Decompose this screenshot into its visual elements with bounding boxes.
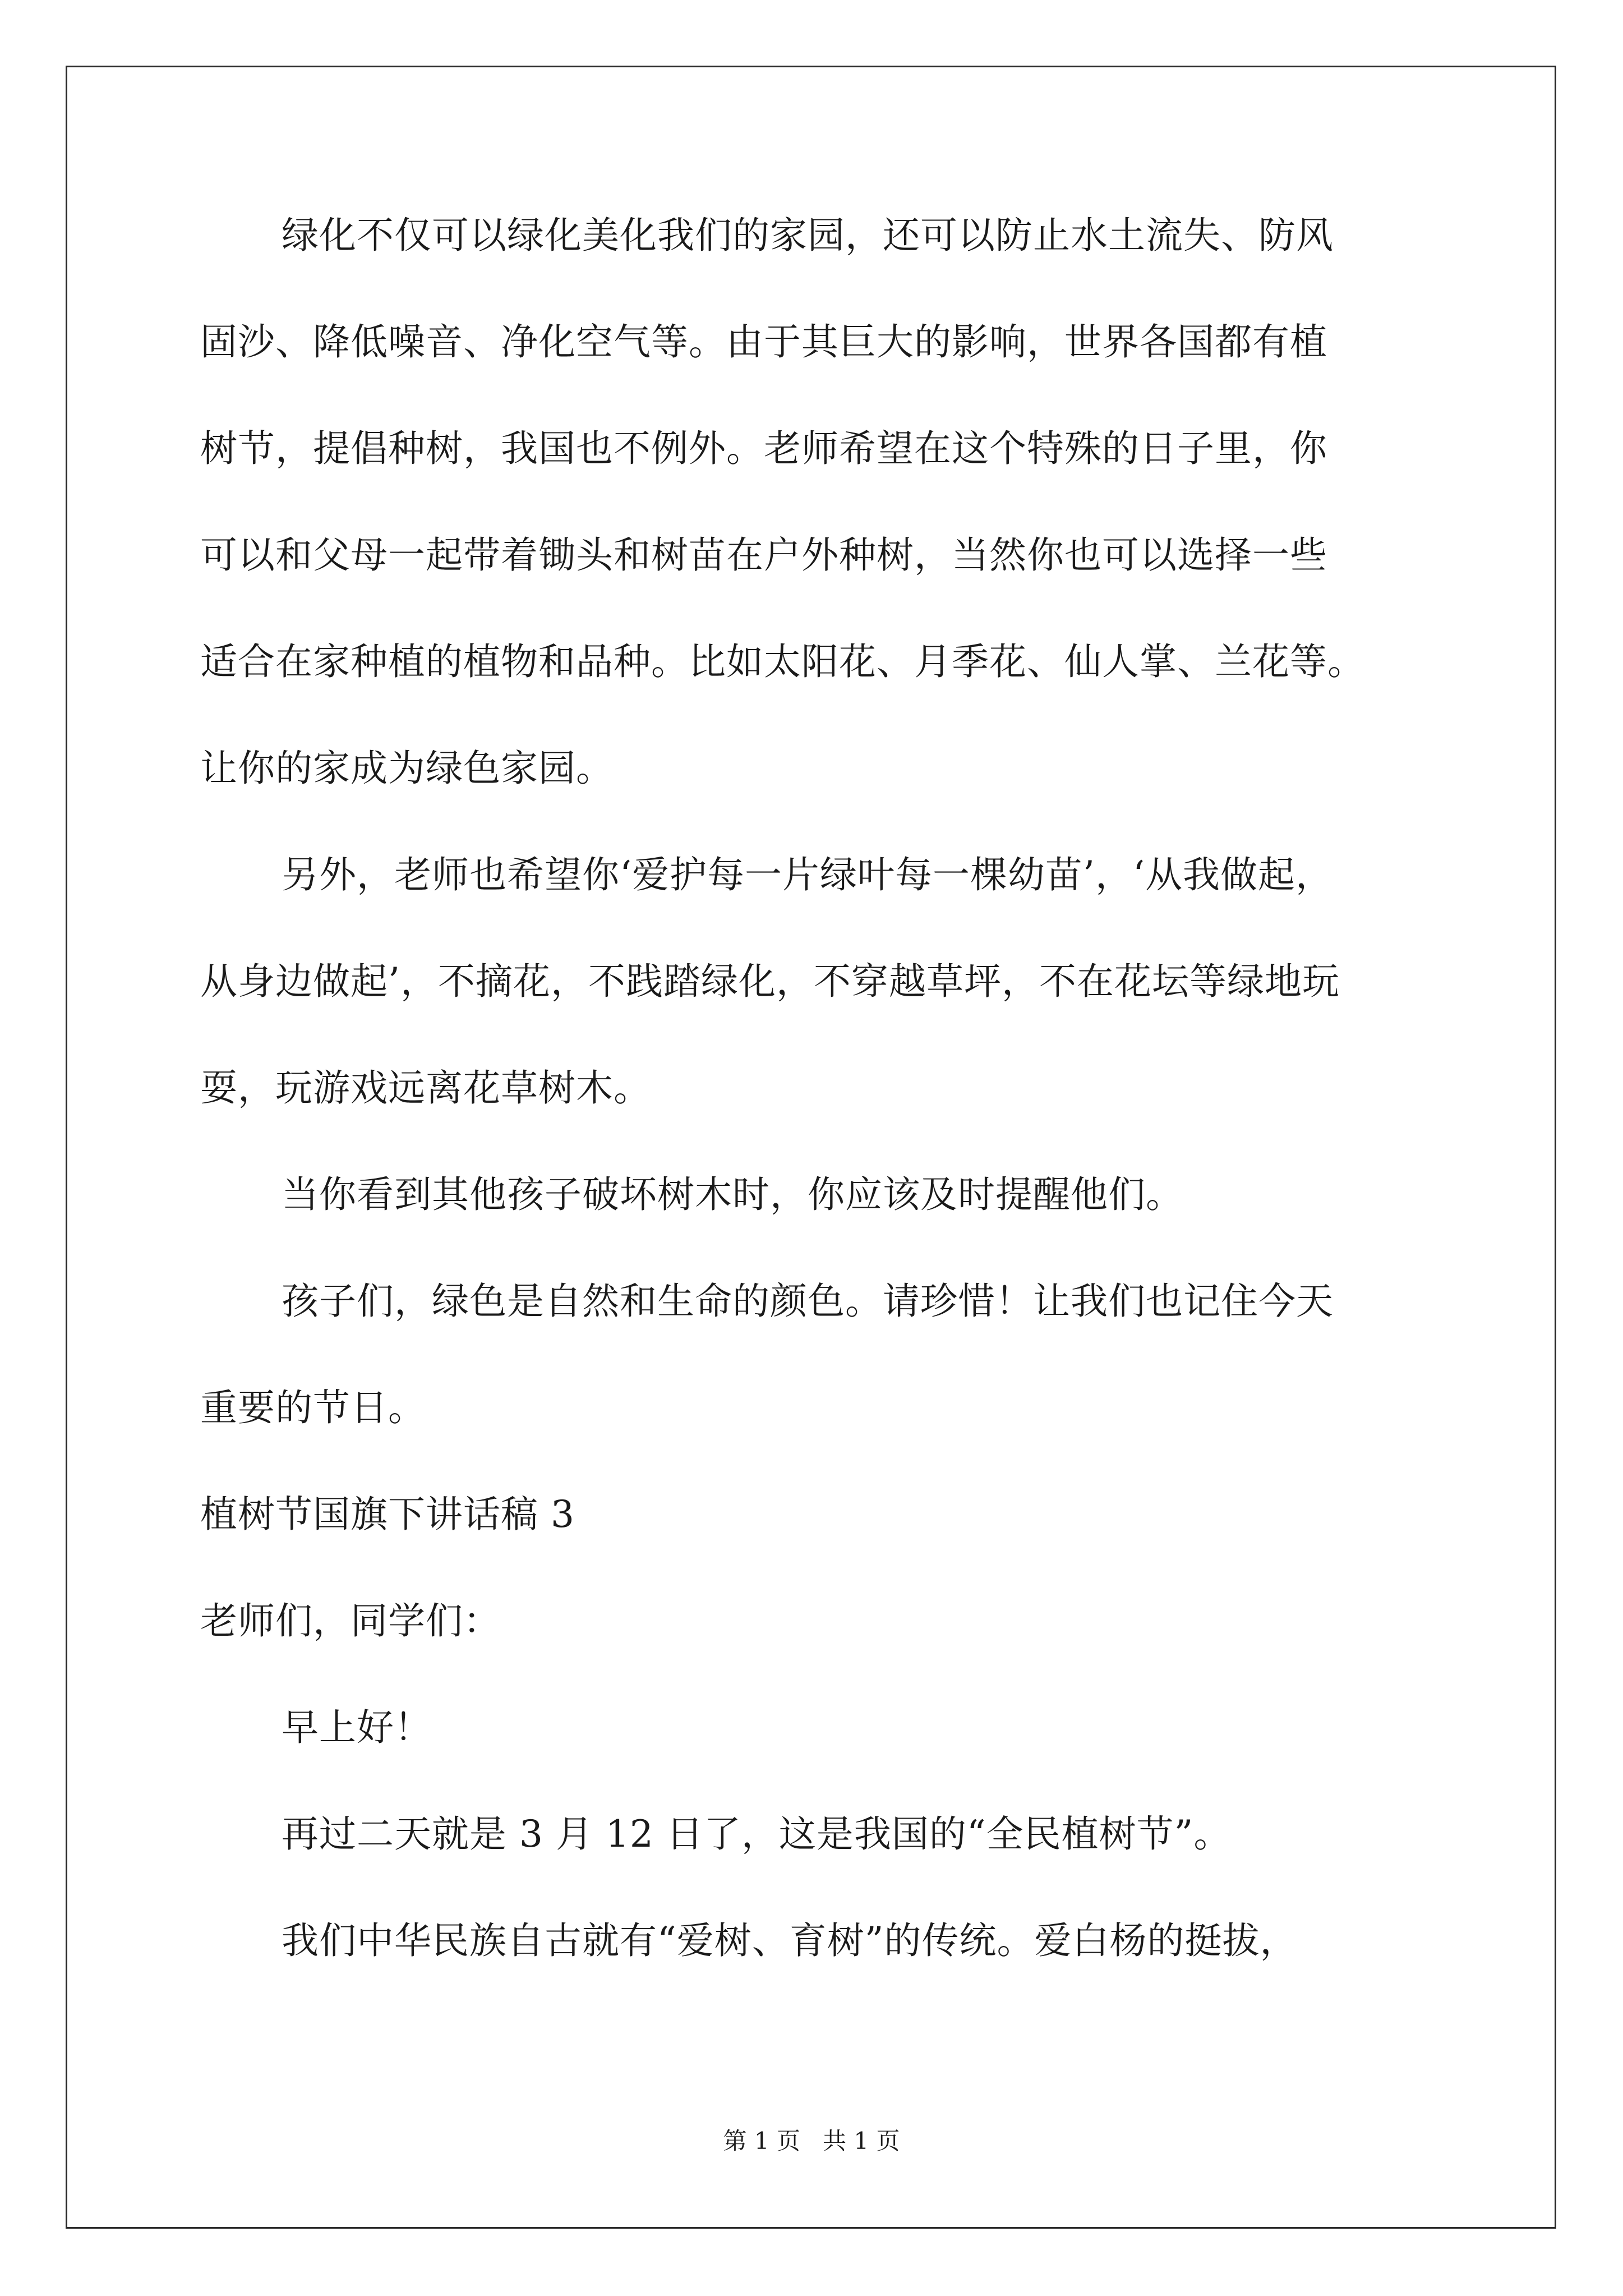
paragraph-line: 从身边做起’，不摘花，不践踏绿化，不穿越草坪，不在花坛等绿地玩 xyxy=(200,960,1340,1003)
paragraph-line: 可以和父母一起带着锄头和树苗在户外种树，当然你也可以选择一些 xyxy=(200,533,1327,577)
paragraph-line: 另外，老师也希望你‘爱护每一片绿叶每一棵幼苗’，‘从我做起， xyxy=(282,853,1333,896)
paragraph-line: 当你看到其他孩子破坏树木时，你应该及时提醒他们。 xyxy=(282,1173,1183,1216)
section-heading: 植树节国旗下讲话稿 3 xyxy=(200,1493,575,1536)
paragraph-line: 适合在家种植的植物和品种。比如太阳花、月季花、仙人掌、兰花等。 xyxy=(200,640,1365,683)
paragraph-line: 孩子们，绿色是自然和生命的颜色。请珍惜！让我们也记住今天 xyxy=(282,1280,1334,1323)
paragraph-line: 固沙、降低噪音、净化空气等。由于其巨大的影响，世界各国都有植 xyxy=(200,320,1327,364)
paragraph-line: 重要的节日。 xyxy=(200,1386,426,1429)
paragraph-line: 树节，提倡种树，我国也不例外。老师希望在这个特殊的日子里，你 xyxy=(200,427,1327,470)
paragraph-line: 绿化不仅可以绿化美化我们的家园，还可以防止水土流失、防风 xyxy=(282,214,1334,257)
page-footer: 第 1 页 共 1 页 xyxy=(723,2127,900,2155)
paragraph-line: 耍，玩游戏远离花草树木。 xyxy=(200,1066,651,1110)
greeting: 早上好！ xyxy=(282,1706,432,1749)
paragraph-line: 让你的家成为绿色家园。 xyxy=(200,747,614,790)
paragraph-line: 再过二天就是 3 月 12 日了，这是我国的“全民植树节”。 xyxy=(282,1812,1232,1856)
paragraph-line: 我们中华民族自古就有“爱树、育树”的传统。爱白杨的挺拔， xyxy=(282,1919,1298,1962)
salutation: 老师们，同学们： xyxy=(200,1599,501,1642)
page-border xyxy=(66,66,1556,2229)
